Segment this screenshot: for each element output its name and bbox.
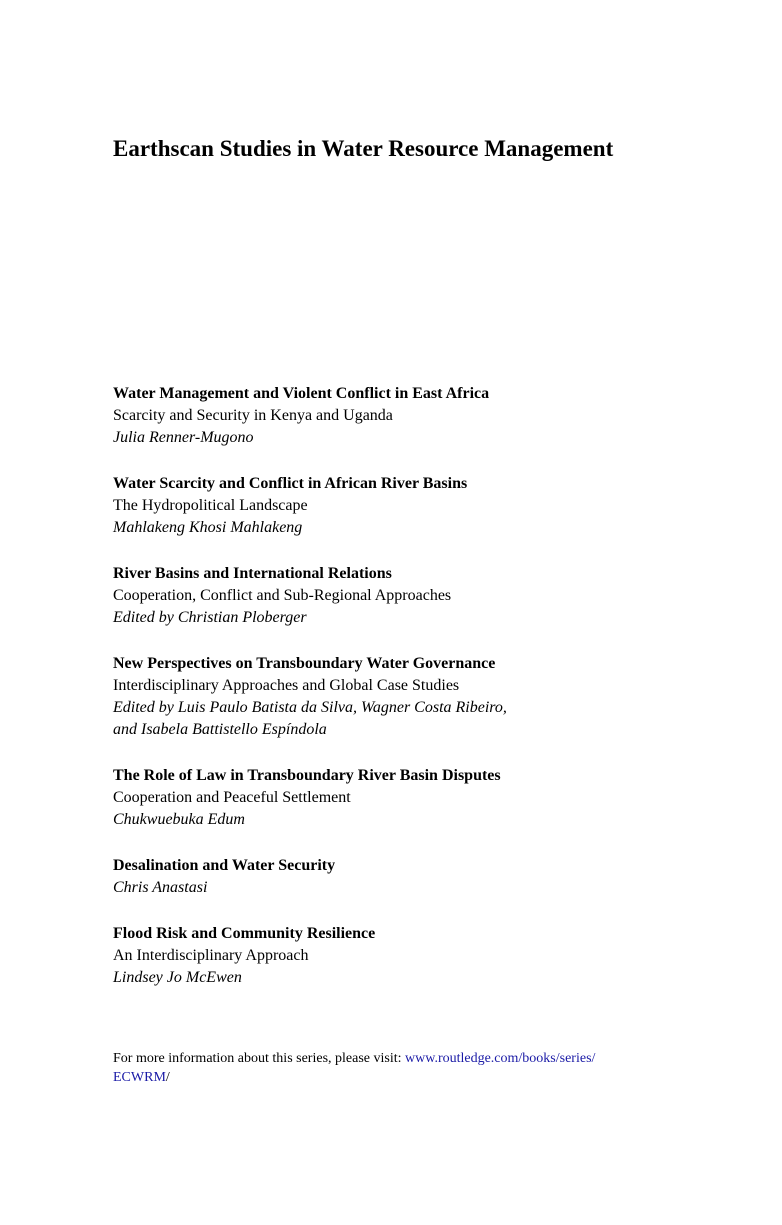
footer-text: For more information about this series, please visit: [113,1051,406,1066]
book-author: Edited by Christian Ploberger [113,609,307,626]
book-author: Mahlakeng Khosi Mahlakeng [113,519,303,536]
book-subtitle: The Hydropolitical Landscape [113,497,308,514]
book-title: Water Scarcity and Conflict in African River Basins [113,475,468,492]
book-title: Flood Risk and Community Resilience [113,925,376,942]
book-author: Lindsey Jo McEwen [113,969,242,986]
book-entry [113,383,733,449]
book-title: New Perspectives on Transboundary Water Governance [113,655,496,672]
book-subtitle: Interdisciplinary Approaches and Global Case Studies [113,677,460,694]
series-link[interactable]: www.routledge.com/books/series/ [405,1051,596,1066]
series-title: Earthscan Studies in Water Resource Management [113,136,614,161]
book-entry [113,653,733,741]
book-author: Edited by Luis Paulo Batista da Silva, Wagner Costa Ribeiro, [113,699,507,716]
book-title: The Role of Law in Transboundary River Basin Disputes [113,767,501,784]
book-author: Chukwuebuka Edum [113,811,245,828]
book-subtitle: An Interdisciplinary Approach [113,947,309,964]
series-link-code[interactable]: ECWRM [113,1070,166,1085]
book-entry [113,923,733,989]
book-subtitle: Scarcity and Security in Kenya and Uganda [113,407,393,424]
book-entry [113,563,733,629]
book-author: Chris Anastasi [113,879,208,896]
book-author: Julia Renner-Mugono [113,429,254,446]
book-entry [113,855,733,899]
book-subtitle: Cooperation and Peaceful Settlement [113,789,351,806]
book-subtitle: Cooperation, Conflict and Sub-Regional Approaches [113,587,452,604]
book-title: Water Management and Violent Conflict in East Africa [113,385,490,402]
book-author: and Isabela Battistello Espíndola [113,721,327,738]
book-entry [113,473,733,539]
series-info-footer [113,1049,713,1087]
book-entry [113,765,733,831]
book-title: River Basins and International Relations [113,565,392,582]
book-title: Desalination and Water Security [113,857,336,874]
footer-trailing-slash: / [165,1070,170,1085]
